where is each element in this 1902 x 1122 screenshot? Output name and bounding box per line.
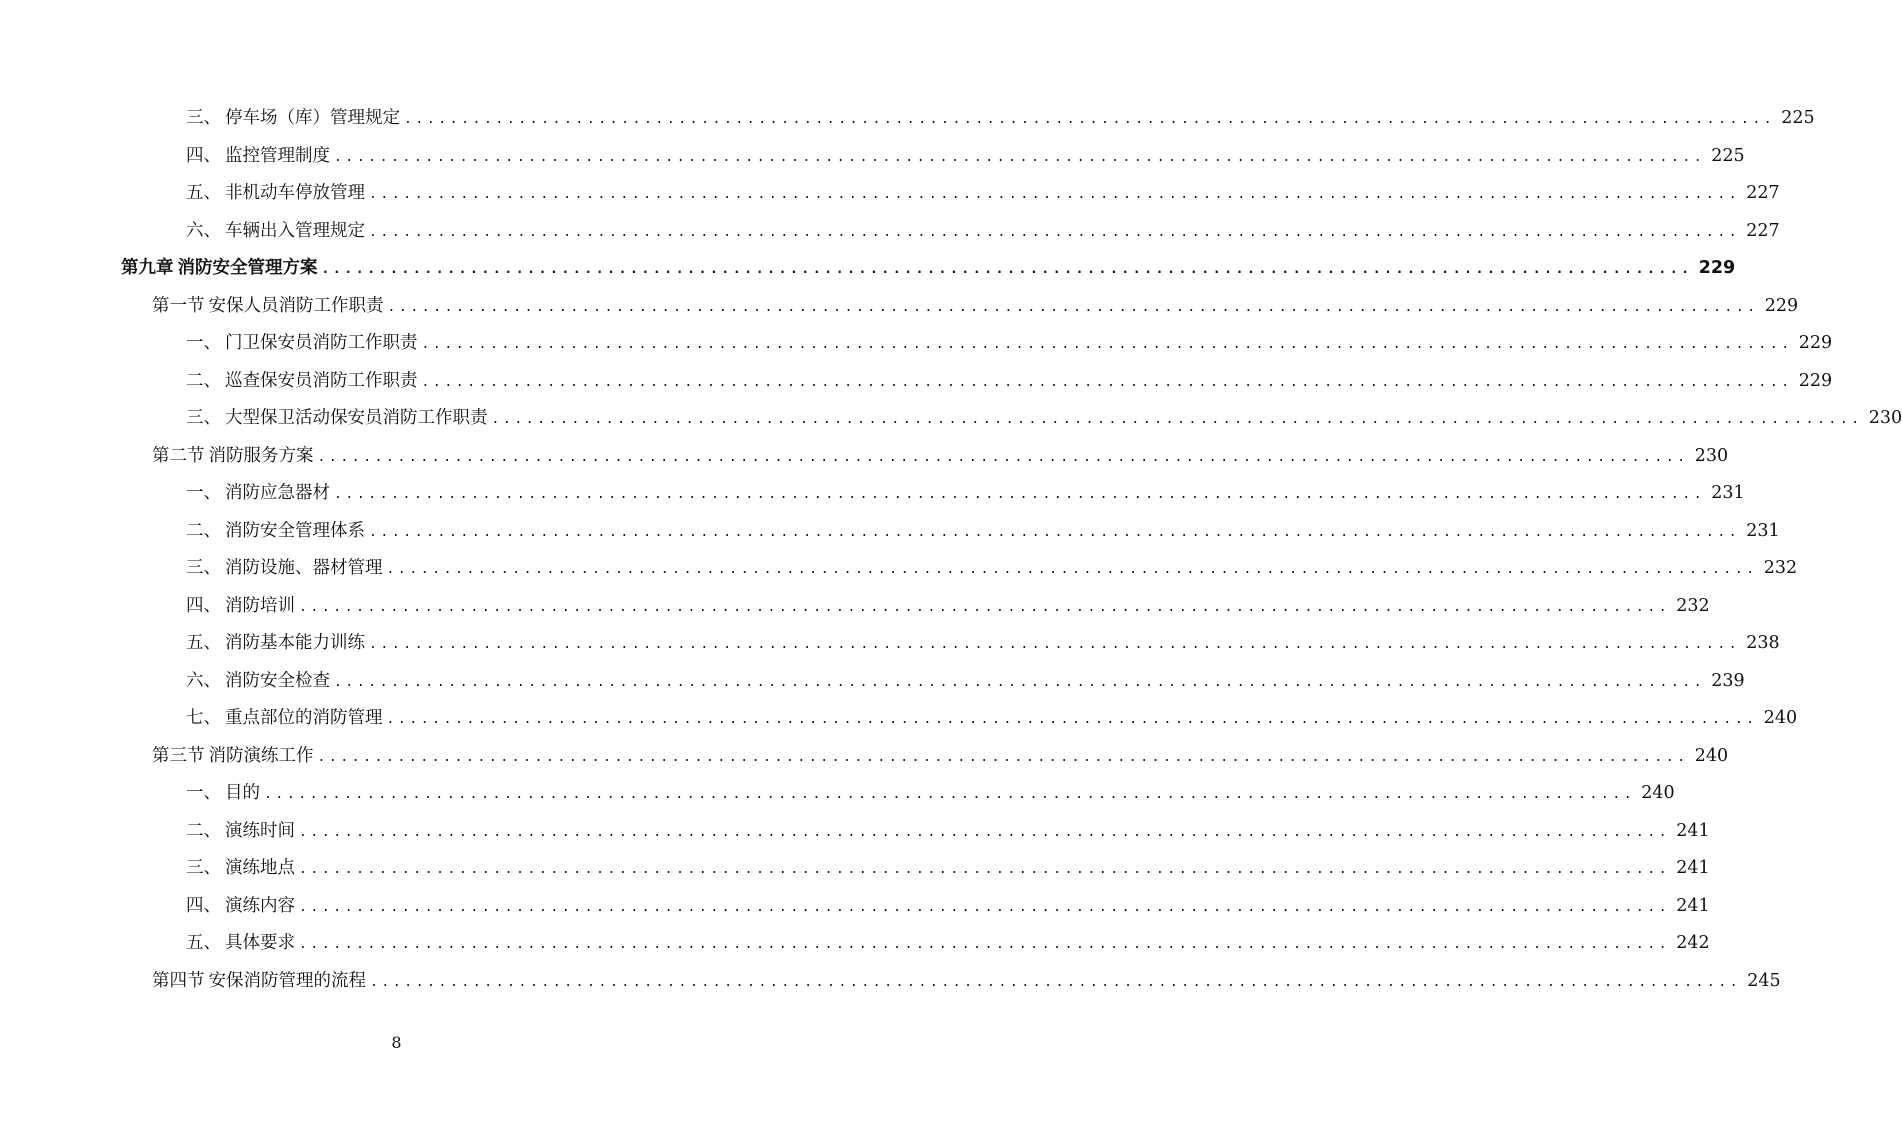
- toc-entry-title: [186, 110, 400, 128]
- toc-entry-text: 演练内容: [225, 895, 295, 916]
- toc-entry-text: 演练地点: [225, 858, 295, 878]
- toc-dot-leader: ........................................................................................................................: [386, 712, 1758, 728]
- toc-entry-title: [152, 295, 384, 316]
- toc-subsection-row[interactable]: [0, 363, 1833, 401]
- toc-subsection-row[interactable]: [0, 625, 1780, 663]
- toc-entry-title: [152, 970, 366, 991]
- toc-page-number: 241: [1676, 895, 1710, 916]
- toc-entry-number: 五、: [186, 183, 221, 203]
- toc-entry-text: 消防服务方案: [208, 445, 314, 466]
- toc-page-number: 232: [1763, 558, 1798, 578]
- toc-entry-text: 重点部位的消防管理: [225, 708, 383, 728]
- toc-subsection-row[interactable]: [0, 588, 1710, 626]
- toc-page-number: 239: [1711, 670, 1745, 691]
- toc-entry-text: 巡查保安员消防工作职责: [225, 370, 418, 391]
- toc-page-number: 245: [1747, 970, 1781, 991]
- toc-entry-number: 第四节: [152, 970, 205, 991]
- toc-entry-title: [186, 785, 260, 803]
- toc-entry-title: [186, 560, 383, 578]
- toc-chapter-row[interactable]: [0, 250, 1736, 288]
- toc-entry-number: 三、: [186, 858, 221, 878]
- toc-entry-number: 第一节: [152, 295, 205, 316]
- toc-page-number: 229: [1798, 333, 1833, 353]
- toc-entry-number: 四、: [186, 895, 221, 916]
- toc-entry-title: [186, 185, 365, 203]
- toc-entry-title: [152, 745, 314, 766]
- toc-dot-leader: ........................................................................................................................: [334, 487, 1706, 503]
- toc-entry-text: 消防基本能力训练: [225, 633, 365, 653]
- toc-entry-number: 一、: [186, 783, 221, 803]
- toc-entry-number: 二、: [186, 520, 221, 541]
- toc-entry-number: 一、: [186, 483, 221, 503]
- toc-entry-text: 消防设施、器材管理: [225, 558, 383, 578]
- toc-entry-number: 一、: [186, 333, 221, 353]
- toc-entry-number: 四、: [186, 595, 221, 616]
- toc-entry-text: 安保人员消防工作职责: [208, 295, 384, 316]
- toc-entry-title: [186, 485, 330, 503]
- toc-entry-title: [152, 445, 314, 466]
- toc-page-number: 238: [1746, 633, 1780, 653]
- toc-dot-leader: ........................................................................................................................: [404, 112, 1776, 128]
- toc-subsection-row[interactable]: [0, 213, 1780, 251]
- toc-entry-title: [186, 670, 330, 691]
- toc-entry-text: 安保消防管理的流程: [208, 970, 366, 991]
- toc-page-number: 231: [1746, 520, 1780, 541]
- toc-subsection-row[interactable]: [0, 175, 1780, 213]
- toc-entry-text: 具体要求: [225, 933, 295, 953]
- toc-entry-number: 第二节: [152, 445, 205, 466]
- toc-entry-text: 目的: [225, 783, 260, 803]
- toc-entry-text: 停车场（库）管理规定: [225, 108, 400, 128]
- toc-page-number: 242: [1676, 933, 1710, 953]
- toc-section-row[interactable]: [0, 963, 1781, 1001]
- toc-page-number: 229: [1798, 370, 1833, 391]
- toc-page-number: 225: [1781, 108, 1815, 128]
- toc-entry-title: [186, 595, 295, 616]
- toc-dot-leader: ........................................................................................................................: [369, 637, 1741, 653]
- toc-subsection-row[interactable]: [0, 550, 1798, 588]
- toc-dot-leader: ........................................................................................................................: [334, 674, 1706, 690]
- toc-page-number: 241: [1676, 858, 1710, 878]
- toc-entry-title: [186, 860, 295, 878]
- toc-entry-number: 第九章: [121, 258, 174, 278]
- toc-dot-leader: ........................................................................................................................: [421, 374, 1793, 390]
- toc-dot-leader: ........................................................................................................................: [317, 449, 1689, 465]
- toc-dot-leader: ........................................................................................................................: [317, 749, 1689, 765]
- toc-dot-leader: ........................................................................................................................: [321, 262, 1693, 278]
- toc-entry-number: 二、: [186, 820, 221, 841]
- toc-page-number: 241: [1676, 820, 1710, 841]
- toc-entry-number: 三、: [186, 108, 221, 128]
- toc-entry-number: 六、: [186, 670, 221, 691]
- toc-dot-leader: ........................................................................................................................: [299, 899, 1671, 915]
- toc-entry-number: 四、: [186, 145, 221, 166]
- toc-dot-leader: ........................................................................................................................: [369, 524, 1741, 540]
- toc-entry-title: [186, 710, 383, 728]
- toc-page-number: 225: [1711, 145, 1745, 166]
- toc-entry-text: 消防安全管理方案: [177, 258, 318, 278]
- toc-entry-number: 五、: [186, 933, 221, 953]
- toc-entry-text: 消防安全管理体系: [225, 520, 365, 541]
- toc-section-row[interactable]: [0, 288, 1799, 326]
- toc-entry-text: 演练时间: [225, 820, 295, 841]
- toc-entry-title: [186, 335, 418, 353]
- toc-dot-leader: ........................................................................................................................: [421, 337, 1793, 353]
- toc-dot-leader: ........................................................................................................................: [369, 187, 1741, 203]
- toc-entry-title: [186, 935, 295, 953]
- toc-entry-number: 二、: [186, 370, 221, 391]
- toc-subsection-row[interactable]: [0, 100, 1815, 138]
- toc-entry-text: 门卫保安员消防工作职责: [225, 333, 418, 353]
- toc-page-number: 240: [1763, 708, 1798, 728]
- toc-entry-text: 消防应急器材: [225, 483, 330, 503]
- toc-entry-title: [186, 220, 365, 241]
- toc-page-number: 231: [1711, 483, 1745, 503]
- toc-entry-title: [186, 370, 418, 391]
- toc-entry-text: 消防演练工作: [208, 745, 314, 766]
- toc-dot-leader: ........................................................................................................................: [387, 299, 1759, 315]
- toc-subsection-row[interactable]: [0, 813, 1710, 851]
- toc-dot-leader: ........................................................................................................................: [491, 412, 1863, 428]
- toc-entry-number: 六、: [186, 220, 221, 241]
- toc-subsection-row[interactable]: [0, 700, 1798, 738]
- toc-entry-number: 七、: [186, 708, 221, 728]
- toc-entry-text: 车辆出入管理规定: [225, 220, 365, 241]
- toc-subsection-row[interactable]: [0, 325, 1833, 363]
- toc-section-row[interactable]: [0, 738, 1729, 776]
- toc-entry-title: [186, 635, 365, 653]
- toc-dot-leader: ........................................................................................................................: [264, 787, 1636, 803]
- toc-page-number: 240: [1694, 745, 1729, 766]
- toc-subsection-row[interactable]: [0, 775, 1675, 813]
- toc-dot-leader: ........................................................................................................................: [299, 599, 1671, 615]
- toc-page-number: 227: [1746, 183, 1780, 203]
- page-number: 8: [391, 1033, 402, 1052]
- toc-entry-text: 非机动车停放管理: [225, 183, 365, 203]
- toc-entry-number: 三、: [186, 408, 221, 428]
- toc-entry-number: 第三节: [152, 745, 205, 766]
- toc-dot-leader: ........................................................................................................................: [334, 149, 1706, 165]
- toc-entry-text: 消防培训: [225, 595, 295, 616]
- toc-entry-number: 五、: [186, 633, 221, 653]
- toc-page-number: 240: [1641, 783, 1675, 803]
- toc-dot-leader: ........................................................................................................................: [299, 937, 1671, 953]
- toc-entry-title: [186, 145, 330, 166]
- toc-entry-number: 三、: [186, 558, 221, 578]
- toc-entry-title: [186, 820, 295, 841]
- toc-entry-text: 消防安全检查: [225, 670, 330, 691]
- toc-dot-leader: ........................................................................................................................: [386, 562, 1758, 578]
- toc-dot-leader: ........................................................................................................................: [299, 824, 1671, 840]
- toc-subsection-row[interactable]: [0, 513, 1780, 551]
- toc-entry-text: 监控管理制度: [225, 145, 330, 166]
- toc-entry-title: [186, 520, 365, 541]
- toc-entry-title: [121, 260, 318, 278]
- toc-subsection-row[interactable]: [0, 400, 1902, 438]
- toc-entry-text: 大型保卫活动保安员消防工作职责: [225, 408, 488, 428]
- table-of-contents: [0, 100, 1902, 1000]
- toc-dot-leader: ........................................................................................................................: [299, 862, 1671, 878]
- toc-page-number: 232: [1676, 595, 1710, 616]
- toc-subsection-row[interactable]: [0, 925, 1710, 963]
- toc-section-row[interactable]: [0, 438, 1729, 476]
- toc-entry-title: [186, 895, 295, 916]
- toc-page-number: 229: [1764, 295, 1799, 316]
- toc-entry-title: [186, 410, 488, 428]
- toc-subsection-row[interactable]: [0, 663, 1745, 701]
- toc-subsection-row[interactable]: [0, 475, 1745, 513]
- toc-dot-leader: ........................................................................................................................: [370, 974, 1742, 990]
- toc-page-number: 227: [1746, 220, 1780, 241]
- toc-subsection-row[interactable]: [0, 888, 1710, 926]
- toc-page-number: 230: [1694, 445, 1729, 466]
- toc-subsection-row[interactable]: [0, 138, 1745, 176]
- toc-page-number: 229: [1698, 258, 1736, 278]
- toc-dot-leader: ........................................................................................................................: [369, 224, 1741, 240]
- toc-page-number: 230: [1868, 408, 1902, 428]
- toc-subsection-row[interactable]: [0, 850, 1710, 888]
